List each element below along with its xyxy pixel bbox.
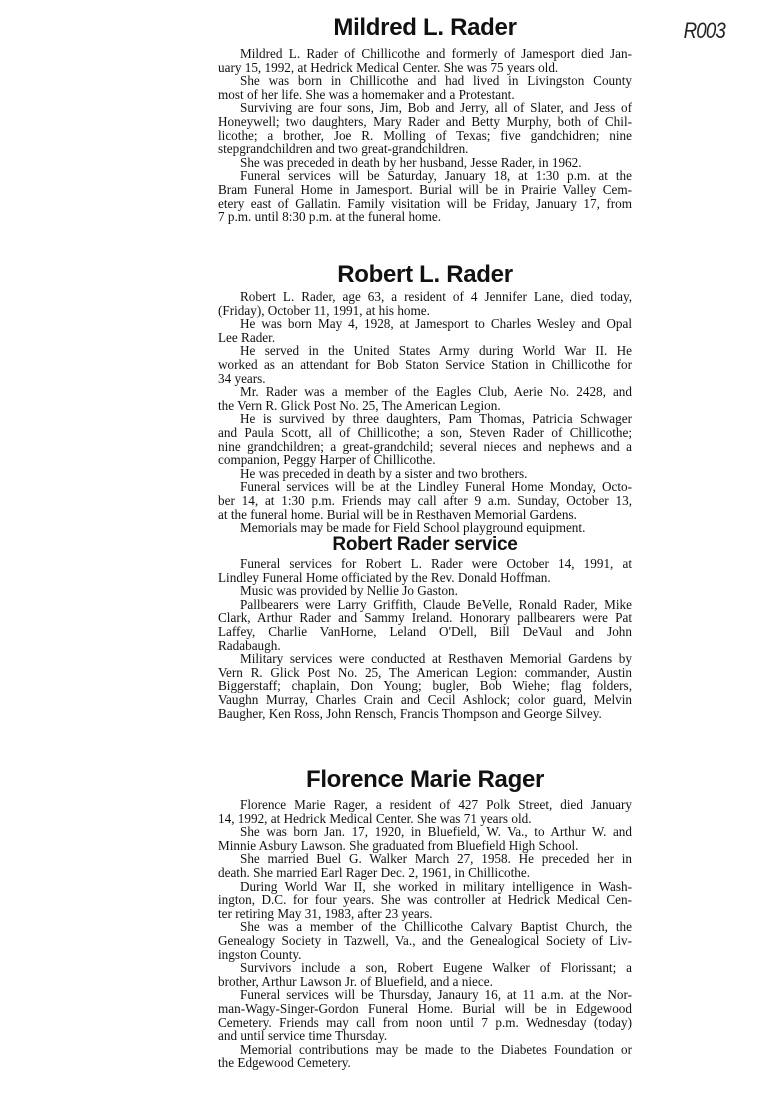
paragraph [218,385,632,412]
text-line: She was a member of the Chillicothe Calvary Baptist Church, the [240,919,632,935]
text-line: Robert L. Rader, age 63, a resident of 4 Jennifer Lane, died today, [240,289,632,304]
text-line: During World War II, she worked in military intelligence in Wash- [240,878,632,894]
text-line: Mr. Rader was a member of the Eagles Club, Aerie No. 2428, and [240,384,632,400]
text-line: licothe; a brother, Joe R. Molling of Texas; five gandchidren; nine [218,127,632,143]
paragraph [218,1043,632,1070]
paragraph [218,290,632,317]
text-line: Radabaugh. [218,637,281,653]
text-line: She was preceded in death by her husband, Jesse Rader, in 1962. [240,154,582,170]
paragraph [218,598,632,652]
text-line: Honeywell; two daughters, Mary Rader and Betty Murphy, both of Chil- [218,113,632,129]
text-line: Music was provided by Nellie Jo Gaston. [240,583,458,599]
text-line: uary 15, 1992, at Hedrick Medical Center. She was 75 years old. [218,59,559,75]
obituary-robert-rader [218,261,632,535]
notice-body [218,557,632,720]
paragraph [218,47,632,74]
paragraph [218,344,632,385]
text-line: Funeral services for Robert L. Rader were October 14, 1991, at [240,556,632,571]
paragraph [218,988,632,1042]
paragraph [218,880,632,921]
text-line: He was preceded in death by a sister and two brothers. [240,465,528,481]
text-line: Vern R. Glick Post No. 25, The American Legion: commander, Austin [218,664,632,680]
text-line: Laffey, Charlie VanHorne, Leland O'Dell, Bill DeVaul and John [218,623,632,639]
paragraph [218,317,632,344]
text-line: 34 years. [218,370,266,386]
obituary-title: Robert L. Rader [337,261,513,288]
obituary-title: Mildred L. Rader [333,14,517,41]
text-line: ter retiring May 31, 1983, after 23 years. [218,905,433,921]
text-line: death. She married Earl Rager Dec. 2, 1961, in Chillicothe. [218,864,531,880]
service-notice-robert-rader [218,534,632,720]
text-line: Clark, Arthur Rader and Sammy Ireland. Honorary pallbearers were Pat [218,610,632,626]
paragraph [218,557,632,584]
text-line: and Paula Scott, all of Chillicothe; a son, Steven Rader of Chillicothe; [218,424,632,440]
text-line: Memorial contributions may be made to the Diabetes Foundation or [240,1041,632,1057]
paragraph [218,798,632,825]
text-line: Lee Rader. [218,329,276,345]
paragraph [218,652,632,720]
text-line: Florence Marie Rager, a resident of 427 Polk Street, died January [240,797,632,812]
text-line: Cemetery. Friends may call from noon until 7 p.m. Wednesday (today) [218,1014,632,1030]
text-line: at the funeral home. Burial will be in Resthaven Memorial Gardens. [218,506,577,522]
text-line: She married Buel G. Walker March 27, 1958. He preceded her in [240,851,632,867]
paragraph [218,584,632,598]
text-line: Survivors include a son, Robert Eugene Walker of Florissant; a [240,960,632,976]
text-line: man-Wagy-Singer-Gordon Funeral Home. Burial will be in Edgewood [218,1000,632,1016]
text-line: nine grandchildren; a great-grandchild; several nieces and nephews and a [218,438,632,454]
text-line: the Vern R. Glick Post No. 25, The American Legion. [218,397,501,413]
paragraph [218,825,632,852]
obituary-body [218,290,632,535]
paragraph [218,852,632,879]
text-line: Surviving are four sons, Jim, Bob and Jerry, all of Slater, and Jess of [240,100,632,116]
text-line: Memorials may be made for Field School playground equipment. [240,520,586,536]
text-line: Minnie Asbury Lawson. She graduated from Bluefield High School. [218,837,579,853]
text-line: Biggerstaff; chaplain, Don Young; bugler, Bob Wiehe; flag folders, [218,678,632,694]
text-line: Genealogy Society in Tazwell, Va., and the Genealogical Society of Liv- [218,932,632,948]
text-line: Funeral services will be Thursday, Janaury 16, at 11 a.m. at the Nor- [240,987,632,1003]
text-line: Vaughn Murray, Charles Crain and Cecil Ashlock; color guard, Melvin [218,691,632,707]
paragraph [218,156,632,170]
text-line: She was born in Chillicothe and had lived in Livingston County [240,73,632,89]
text-line: 14, 1992, at Hedrick Medical Center. She was 71 years old. [218,810,532,826]
paragraph [218,920,632,961]
text-line: Bram Funeral Home in Jamesport. Burial will be in Prairie Valley Cem- [218,181,632,197]
paragraph [218,467,632,481]
text-line: Pallbearers were Larry Griffith, Claude BeVelle, Ronald Rader, Mike [240,596,632,612]
obituary-mildred-rader [218,14,632,224]
notice-title: Robert Rader service [332,534,518,555]
text-line: She was born Jan. 17, 1920, in Bluefield, W. Va., to Arthur W. and [240,824,632,840]
text-line: He is survived by three daughters, Pam Thomas, Patricia Schwager [240,411,632,427]
text-line: most of her life. She was a homemaker and a Protestant. [218,86,515,102]
text-line: ington, D.C. for four years. She was controller at Hedrick Medical Cen- [218,892,632,908]
text-line: He served in the United States Army during World War II. He [240,343,632,359]
text-line: 7 p.m. until 8:30 p.m. at the funeral home. [218,209,442,225]
paragraph [218,169,632,223]
text-line: companion, Peggy Harper of Chillicothe. [218,452,436,468]
text-line: worked as an attendant for Bob Staton Service Station in Chillicothe for [218,356,632,372]
text-line: the Edgewood Cemetery. [218,1055,351,1071]
text-line: Mildred L. Rader of Chillicothe and formerly of Jamesport died Jan- [240,46,632,61]
paragraph [218,74,632,101]
text-line: Military services were conducted at Resthaven Memorial Gardens by [240,651,632,667]
text-line: Funeral services will be at the Lindley Funeral Home Monday, Octo- [240,479,632,495]
text-line: etery east of Gallatin. Family visitation will be Friday, January 17, from [218,195,632,211]
text-line: (Friday), October 11, 1991, at his home. [218,302,430,318]
text-line: and until service time Thursday. [218,1028,388,1044]
paragraph [218,961,632,988]
obituary-body [218,47,632,224]
text-line: brother, Arthur Lawson Jr. of Bluefield, and a niece. [218,973,493,989]
obituary-body [218,798,632,1070]
text-line: Baugher, Ken Ross, John Rensch, Francis Thompson and George Silvey. [218,705,602,721]
paragraph [218,480,632,521]
page-reference-number: R003 [683,18,725,43]
paragraph [218,101,632,155]
text-line: stepgrandchildren and two great-grandchildren. [218,141,469,157]
text-line: He was born May 4, 1928, at Jamesport to Charles Wesley and Opal [240,316,632,332]
paragraph [218,412,632,466]
text-line: Funeral services will be Saturday, January 18, at 1:30 p.m. at the [240,168,632,184]
text-line: Lindley Funeral Home officiated by the Rev. Donald Hoffman. [218,569,551,585]
obituary-title: Florence Marie Rager [305,766,545,793]
text-line: ber 14, at 1:30 p.m. Friends may call after 9 a.m. Sunday, October 13, [218,492,632,508]
obituary-florence-rager [218,766,632,1070]
text-line: ingston County. [218,946,302,962]
paragraph [218,521,632,535]
